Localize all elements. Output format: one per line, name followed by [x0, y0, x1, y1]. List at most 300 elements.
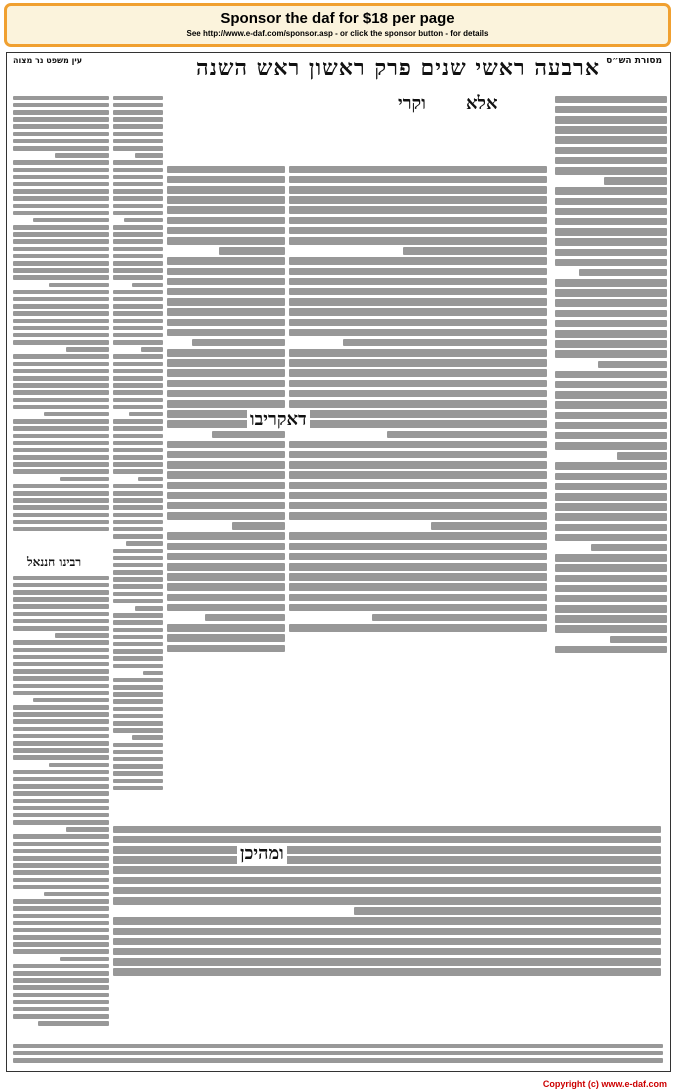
text-line — [13, 196, 109, 201]
text-line — [289, 461, 547, 469]
text-line — [555, 615, 667, 623]
text-line — [113, 168, 163, 173]
text-line — [33, 218, 109, 223]
text-line — [13, 96, 109, 101]
text-line — [113, 948, 661, 956]
text-line — [289, 268, 547, 276]
text-line — [167, 583, 285, 591]
text-line — [13, 583, 109, 588]
text-line — [13, 520, 109, 525]
text-line — [113, 592, 163, 597]
rabbeinu-chananel-column — [13, 573, 109, 1033]
text-line — [289, 420, 547, 428]
text-line — [113, 928, 661, 936]
text-line — [113, 175, 163, 180]
text-line — [113, 354, 163, 359]
text-line — [555, 147, 667, 155]
text-line — [113, 254, 163, 259]
text-line — [13, 469, 109, 474]
text-line — [113, 826, 661, 834]
text-line — [387, 431, 547, 439]
text-line — [289, 329, 547, 337]
text-line — [13, 856, 109, 861]
text-line — [610, 636, 667, 644]
text-line — [44, 412, 109, 417]
text-line — [113, 326, 163, 331]
text-line — [13, 878, 109, 883]
text-line — [555, 106, 667, 114]
text-line — [167, 400, 285, 408]
text-line — [113, 196, 163, 201]
text-line — [555, 564, 667, 572]
text-line — [113, 469, 163, 474]
text-line — [289, 278, 547, 286]
text-line — [555, 412, 667, 420]
text-line — [113, 398, 163, 403]
text-line — [289, 217, 547, 225]
text-line — [13, 842, 109, 847]
text-line — [289, 563, 547, 571]
text-line — [13, 705, 109, 710]
text-line — [113, 297, 163, 302]
text-line — [167, 186, 285, 194]
text-line — [113, 333, 163, 338]
text-line — [555, 646, 667, 654]
text-line — [113, 383, 163, 388]
rashi-column — [167, 163, 285, 783]
text-line — [113, 491, 163, 496]
ein-mishpat-column — [13, 93, 109, 533]
text-line — [13, 806, 109, 811]
text-line — [13, 160, 109, 165]
text-line — [113, 743, 163, 748]
text-line — [13, 513, 109, 518]
text-line — [13, 1044, 663, 1049]
text-line — [13, 921, 109, 926]
text-line — [289, 288, 547, 296]
text-line — [219, 247, 285, 255]
page-header — [7, 53, 670, 79]
text-line — [113, 160, 163, 165]
text-line — [192, 339, 285, 347]
text-line — [13, 727, 109, 732]
text-line — [13, 168, 109, 173]
text-line — [13, 261, 109, 266]
text-line — [13, 734, 109, 739]
text-line — [13, 597, 109, 602]
talmud-page — [6, 52, 671, 1072]
text-line — [13, 383, 109, 388]
text-line — [431, 522, 547, 530]
text-line — [13, 914, 109, 919]
gemara-text — [289, 163, 547, 763]
text-line — [13, 964, 109, 969]
text-line — [167, 319, 285, 327]
text-line — [289, 257, 547, 265]
text-line — [167, 594, 285, 602]
text-line — [555, 585, 667, 593]
text-line — [113, 275, 163, 280]
text-line — [113, 664, 163, 669]
text-line — [555, 625, 667, 633]
text-line — [555, 116, 667, 124]
text-line — [55, 633, 109, 638]
text-line — [60, 957, 109, 962]
text-line — [49, 763, 109, 768]
text-line — [167, 380, 285, 388]
text-line — [113, 692, 163, 697]
text-line — [13, 784, 109, 789]
text-line — [126, 541, 163, 546]
text-line — [13, 590, 109, 595]
text-line — [232, 522, 285, 530]
text-line — [13, 505, 109, 510]
text-line — [143, 671, 163, 676]
text-line — [13, 978, 109, 983]
text-line — [289, 441, 547, 449]
ein-mishpat-label: עין משפט נר מצוה — [13, 56, 83, 65]
text-line — [113, 505, 163, 510]
text-line — [113, 584, 163, 589]
text-line — [555, 401, 667, 409]
text-line — [289, 482, 547, 490]
text-line — [13, 311, 109, 316]
text-line — [113, 917, 661, 925]
text-line — [13, 441, 109, 446]
text-line — [555, 381, 667, 389]
text-line — [167, 349, 285, 357]
text-line — [13, 182, 109, 187]
text-line — [13, 354, 109, 359]
text-line — [289, 380, 547, 388]
text-line — [555, 238, 667, 246]
text-line — [113, 556, 163, 561]
text-line — [167, 563, 285, 571]
text-line — [113, 376, 163, 381]
text-line — [167, 512, 285, 520]
text-line — [555, 187, 667, 195]
text-line — [13, 498, 109, 503]
text-line — [113, 866, 661, 874]
text-line — [113, 642, 163, 647]
text-line — [13, 204, 109, 209]
text-line — [13, 189, 109, 194]
text-line — [13, 448, 109, 453]
text-line — [66, 827, 109, 832]
text-line — [13, 885, 109, 890]
text-line — [555, 493, 667, 501]
text-line — [113, 757, 163, 762]
text-line — [113, 189, 163, 194]
text-line — [113, 534, 163, 539]
copyright-notice[interactable]: Copyright (c) www.e-daf.com — [542, 1079, 667, 1089]
text-line — [113, 261, 163, 266]
text-line — [555, 198, 667, 206]
text-line — [113, 462, 163, 467]
text-line — [113, 239, 163, 244]
text-line — [167, 553, 285, 561]
text-line — [113, 846, 661, 854]
text-line — [13, 691, 109, 696]
text-line — [13, 949, 109, 954]
text-line — [113, 319, 163, 324]
text-line — [13, 117, 109, 122]
text-line — [354, 907, 661, 915]
text-line — [167, 441, 285, 449]
text-line — [13, 626, 109, 631]
text-line — [289, 410, 547, 418]
text-line — [289, 319, 547, 327]
text-line — [132, 735, 164, 740]
text-line — [113, 707, 163, 712]
text-line — [113, 577, 163, 582]
text-line — [289, 298, 547, 306]
text-line — [167, 359, 285, 367]
text-line — [167, 390, 285, 398]
text-line — [13, 748, 109, 753]
bottom-heading-word: ומהיכן — [237, 843, 287, 864]
text-line — [13, 340, 109, 345]
rashi-heading-word: דאקריבו — [247, 409, 310, 430]
text-line — [579, 269, 667, 277]
text-line — [555, 136, 667, 144]
sponsor-banner[interactable] — [4, 3, 671, 47]
text-line — [167, 227, 285, 235]
text-line — [13, 684, 109, 689]
text-line — [113, 268, 163, 273]
text-line — [113, 779, 163, 784]
text-line — [13, 619, 109, 624]
text-line — [13, 290, 109, 295]
text-line — [555, 218, 667, 226]
text-line — [13, 462, 109, 467]
text-line — [212, 431, 285, 439]
running-head: ארבעה ראשי שנים פרק ראשון ראש השנה — [196, 55, 600, 81]
text-line — [44, 892, 109, 897]
text-line — [13, 362, 109, 367]
rabbeinu-title: רבינו חננאל — [27, 555, 82, 569]
text-line — [289, 359, 547, 367]
text-line — [13, 813, 109, 818]
text-line — [13, 799, 109, 804]
text-line — [113, 103, 163, 108]
text-line — [113, 649, 163, 654]
text-line — [289, 594, 547, 602]
text-line — [138, 477, 164, 482]
text-line — [555, 259, 667, 267]
text-line — [555, 289, 667, 297]
text-line — [555, 575, 667, 583]
text-line — [167, 451, 285, 459]
text-line — [113, 563, 163, 568]
text-line — [113, 836, 661, 844]
text-line — [13, 426, 109, 431]
text-line — [13, 993, 109, 998]
text-line — [167, 492, 285, 500]
text-line — [113, 520, 163, 525]
text-line — [113, 441, 163, 446]
text-line — [555, 340, 667, 348]
text-line — [13, 124, 109, 129]
text-line — [13, 491, 109, 496]
banner-title: Sponsor the daf for $18 per page — [220, 10, 455, 27]
text-line — [13, 669, 109, 674]
text-line — [13, 604, 109, 609]
text-line — [555, 432, 667, 440]
tosafot-column — [555, 93, 667, 808]
text-line — [13, 834, 109, 839]
text-line — [598, 361, 667, 369]
text-line — [113, 750, 163, 755]
text-line — [289, 471, 547, 479]
text-line — [113, 182, 163, 187]
mesoret-label: מסורת הש״ס — [606, 56, 662, 66]
text-line — [167, 329, 285, 337]
text-line — [13, 390, 109, 395]
text-line — [167, 482, 285, 490]
text-line — [591, 544, 667, 552]
text-line — [167, 461, 285, 469]
text-line — [13, 777, 109, 782]
text-line — [113, 685, 163, 690]
text-line — [555, 330, 667, 338]
text-line — [555, 371, 667, 379]
text-line — [167, 217, 285, 225]
text-line — [555, 391, 667, 399]
text-line — [617, 452, 667, 460]
text-line — [555, 320, 667, 328]
text-line — [555, 503, 667, 511]
text-line — [113, 484, 163, 489]
text-line — [555, 350, 667, 358]
text-line — [13, 849, 109, 854]
text-line — [13, 770, 109, 775]
text-line — [129, 412, 163, 417]
text-line — [289, 176, 547, 184]
text-line — [13, 928, 109, 933]
text-line — [555, 462, 667, 470]
text-line — [13, 247, 109, 252]
text-line — [13, 376, 109, 381]
text-line — [13, 612, 109, 617]
text-line — [555, 96, 667, 104]
text-line — [13, 1007, 109, 1012]
text-line — [113, 714, 163, 719]
text-line — [13, 304, 109, 309]
text-line — [289, 604, 547, 612]
text-line — [167, 288, 285, 296]
text-line — [555, 208, 667, 216]
text-line — [167, 268, 285, 276]
text-line — [13, 755, 109, 760]
text-line — [13, 319, 109, 324]
text-line — [113, 656, 163, 661]
text-line — [555, 442, 667, 450]
banner-subtitle[interactable]: See http://www.e-daf.com/sponsor.asp - or click the sponsor button - for details — [186, 29, 489, 38]
text-line — [289, 553, 547, 561]
text-line — [13, 110, 109, 115]
text-line — [167, 369, 285, 377]
text-line — [13, 254, 109, 259]
text-line — [289, 573, 547, 581]
text-line — [113, 311, 163, 316]
text-line — [13, 655, 109, 660]
text-line — [13, 676, 109, 681]
text-line — [13, 899, 109, 904]
gemara-heading-word: וקרי — [395, 93, 429, 114]
text-line — [135, 606, 164, 611]
text-line — [289, 451, 547, 459]
text-line — [555, 595, 667, 603]
text-line — [167, 176, 285, 184]
text-line — [13, 648, 109, 653]
text-line — [13, 791, 109, 796]
text-line — [113, 247, 163, 252]
text-line — [113, 211, 163, 216]
text-line — [55, 153, 109, 158]
text-line — [555, 483, 667, 491]
text-line — [13, 232, 109, 237]
text-line — [289, 227, 547, 235]
text-line — [113, 968, 661, 976]
text-line — [13, 719, 109, 724]
text-line — [289, 502, 547, 510]
text-line — [167, 471, 285, 479]
text-line — [113, 764, 163, 769]
text-line — [113, 699, 163, 704]
text-line — [289, 186, 547, 194]
text-line — [13, 103, 109, 108]
text-line — [66, 347, 109, 352]
text-line — [13, 297, 109, 302]
text-line — [289, 349, 547, 357]
text-line — [113, 620, 163, 625]
text-line — [13, 942, 109, 947]
text-line — [555, 310, 667, 318]
text-line — [167, 298, 285, 306]
text-line — [13, 576, 109, 581]
text-line — [113, 96, 163, 101]
text-line — [289, 400, 547, 408]
text-line — [113, 369, 163, 374]
text-line — [13, 139, 109, 144]
text-line — [113, 599, 163, 604]
text-line — [13, 326, 109, 331]
text-line — [113, 426, 163, 431]
text-line — [13, 175, 109, 180]
text-line — [113, 771, 163, 776]
text-line — [289, 624, 547, 632]
text-line — [289, 237, 547, 245]
text-line — [289, 532, 547, 540]
text-line — [167, 645, 285, 653]
text-line — [13, 405, 109, 410]
text-line — [49, 283, 109, 288]
gilyon-hashas-footnotes — [13, 1041, 663, 1066]
text-line — [113, 405, 163, 410]
text-line — [403, 247, 547, 255]
text-line — [289, 196, 547, 204]
text-line — [13, 268, 109, 273]
text-line — [13, 1000, 109, 1005]
text-line — [113, 887, 661, 895]
text-line — [289, 583, 547, 591]
text-line — [113, 877, 661, 885]
text-line — [167, 196, 285, 204]
text-line — [13, 527, 109, 532]
text-line — [167, 237, 285, 245]
text-line — [555, 534, 667, 542]
